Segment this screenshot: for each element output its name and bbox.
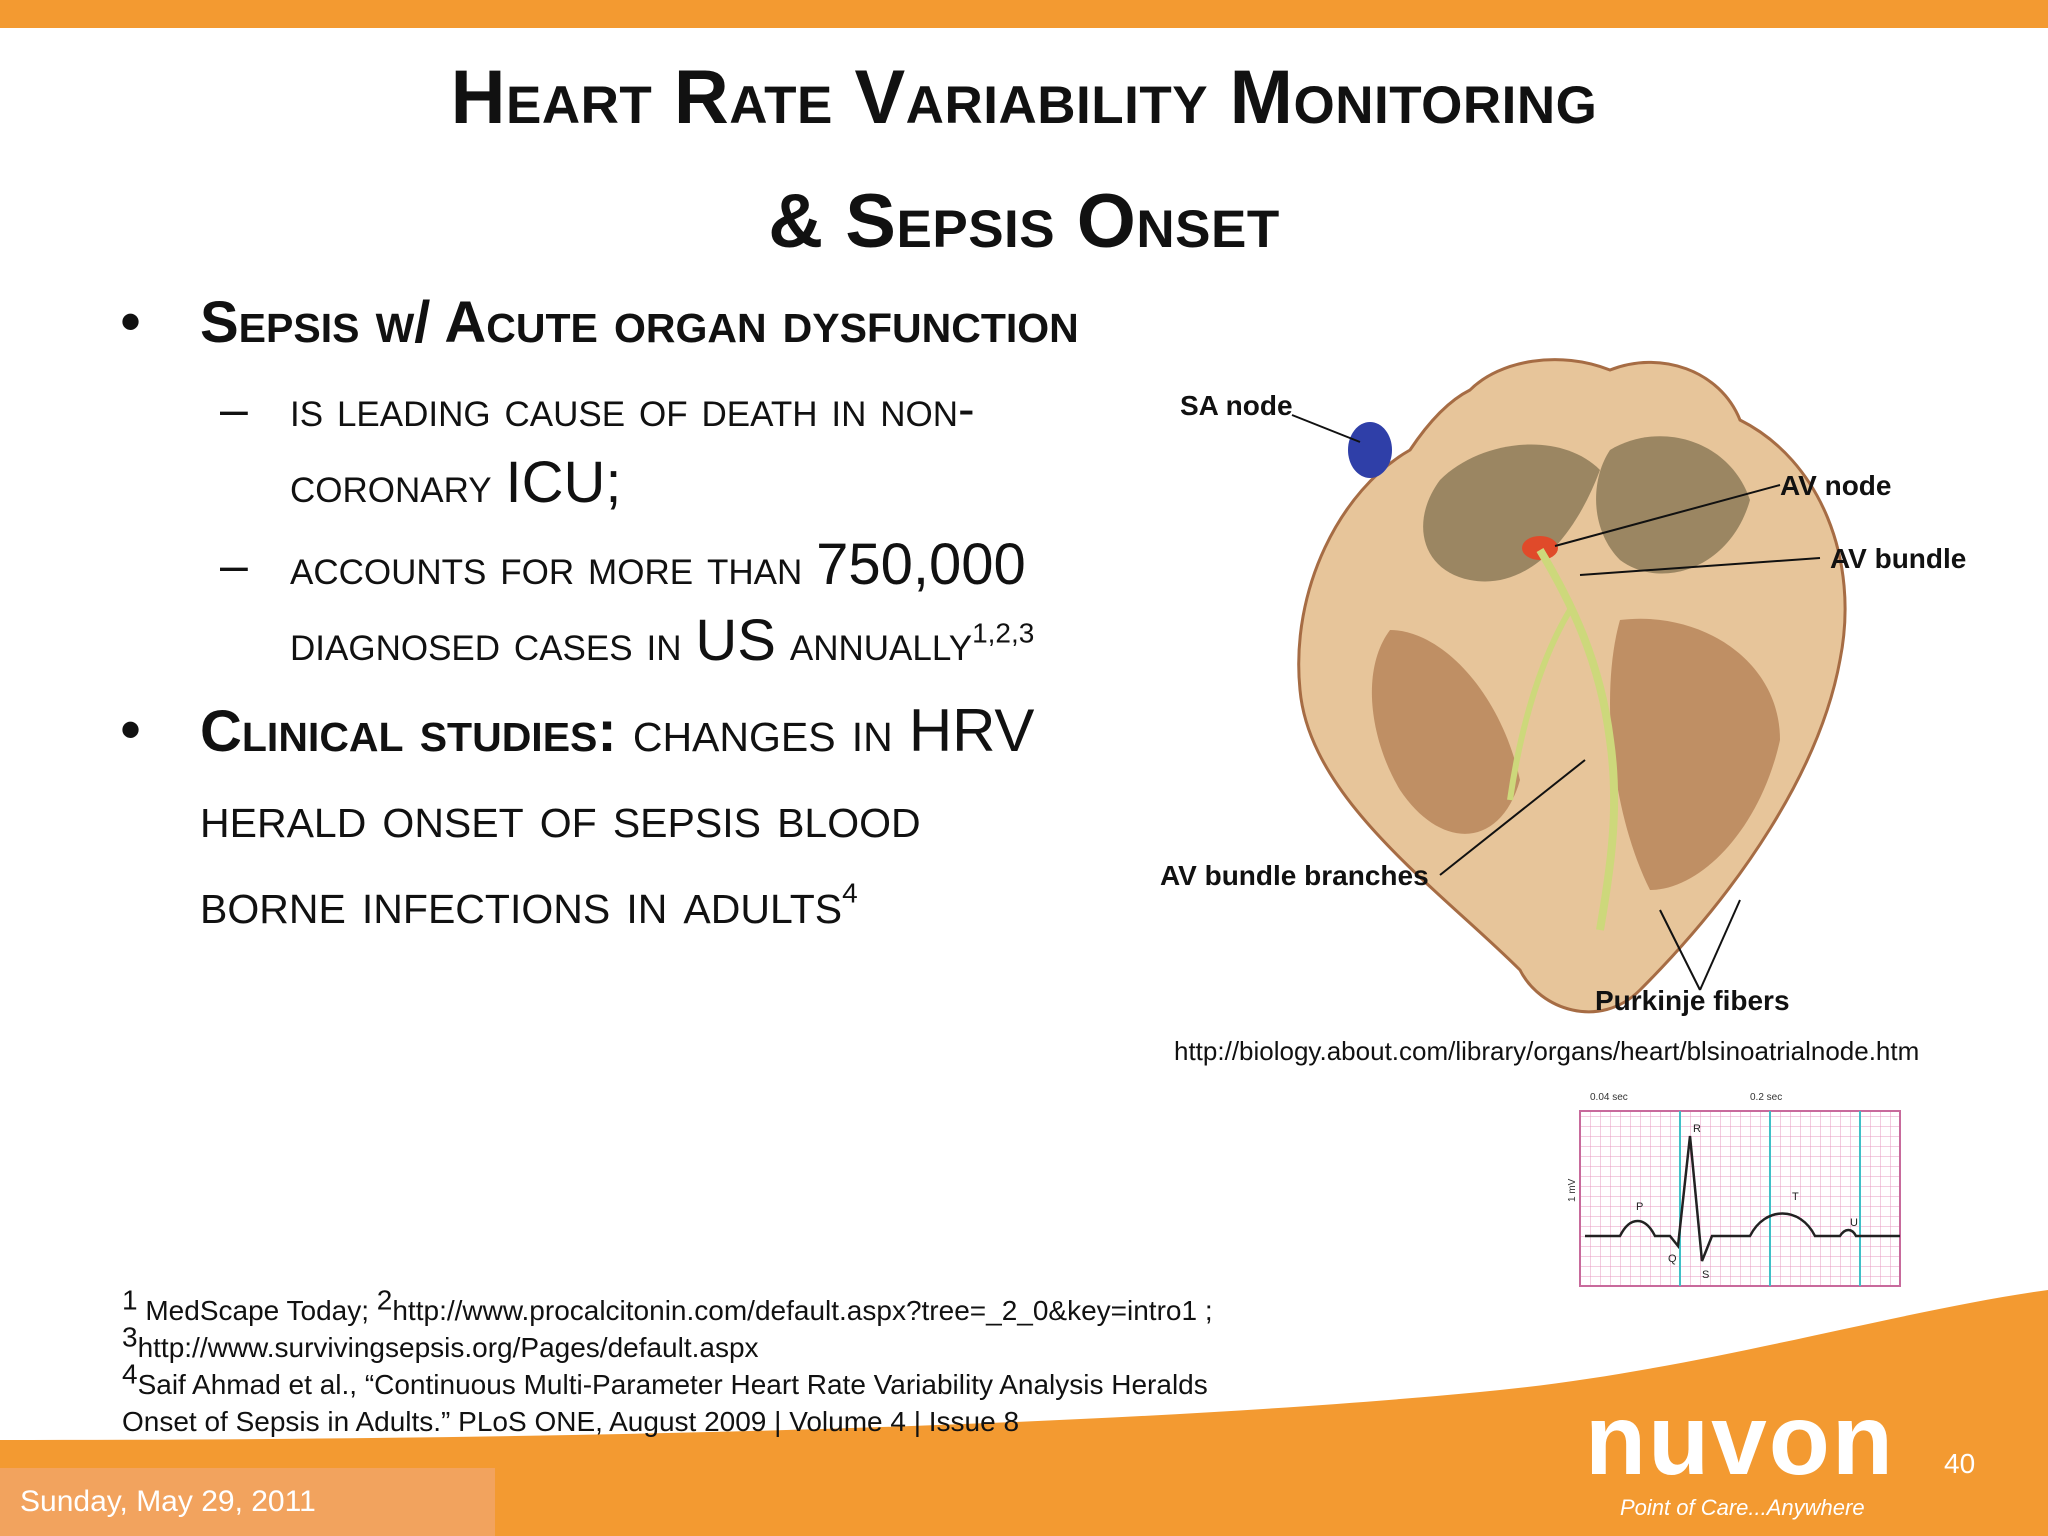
label-av-node: AV node	[1780, 470, 1892, 501]
bullet-sepsis	[120, 280, 1080, 366]
ecg-label-p: P	[1636, 1201, 1644, 1213]
ecg-side-label: 1 mV	[1567, 1178, 1578, 1202]
bullet-clinical-hrv: HRV	[908, 697, 1035, 764]
sub-bullet-dash: –	[220, 537, 248, 593]
bullet-clinical-text-2: herald onset of sepsis blood borne infections in adults	[200, 785, 921, 936]
footnote-2-link[interactable]: http://www.procalcitonin.com/default.aspx?tree=_2_0&key=intro1 ;	[392, 1295, 1213, 1326]
label-sa-node: SA node	[1180, 390, 1293, 421]
ecg-label-q: Q	[1668, 1253, 1677, 1265]
ecg-top-right-label: 0.2 sec	[1750, 1092, 1783, 1103]
sub-bullet-cases-mid: diagnosed cases in	[290, 615, 682, 671]
sa-leader	[1292, 415, 1360, 442]
footnote-1-text: MedScape Today;	[137, 1295, 377, 1326]
ecg-label-r: R	[1693, 1123, 1701, 1135]
footnote-2-marker: 2	[376, 1284, 393, 1316]
bullet-clinical-heading: Clinical studies:	[200, 699, 617, 764]
sub-bullet-cases-end: annually	[789, 615, 973, 671]
sub-bullet-cases-us: US	[695, 608, 776, 673]
footnote-line-3	[122, 1358, 1322, 1403]
label-purkinje-fibers: Purkinje fibers	[1595, 985, 1790, 1016]
sub-bullet-cases	[120, 528, 1080, 680]
page-number: 40	[1944, 1448, 1976, 1479]
footnotes	[122, 1284, 1322, 1440]
slide-date: Sunday, May 29, 2011	[0, 1468, 495, 1536]
title-line-2: & Sepsis Onset	[768, 179, 1280, 264]
sa-node-marker	[1348, 422, 1392, 478]
sub-bullet-cases-ref: 1,2,3	[972, 617, 1035, 649]
sub-bullet-cases-pre: accounts for more than	[290, 539, 803, 595]
bullet-list	[120, 280, 1080, 947]
ecg-label-t: T	[1792, 1191, 1799, 1203]
sub-bullet-death	[120, 372, 1080, 522]
sub-bullet-death-icu: ICU;	[505, 450, 622, 515]
ecg-label-s: S	[1702, 1269, 1710, 1281]
footnote-1-marker: 1	[122, 1284, 138, 1316]
nuvon-logo	[1570, 1385, 1930, 1535]
footnote-line-2	[122, 1321, 1322, 1366]
bullet-sepsis-heading: Sepsis w/ Acute organ dysfunction	[200, 290, 1079, 355]
ecg-waveform	[1560, 1086, 1910, 1296]
ecg-grid	[1580, 1111, 1900, 1286]
footnote-line-4: Onset of Sepsis in Adults.” PLoS ONE, August 2009 | Volume 4 | Issue 8	[122, 1406, 1020, 1437]
sub-bullet-death-text: is leading cause of death in non-coronary	[290, 381, 975, 513]
label-av-bundle: AV bundle	[1830, 543, 1967, 574]
title-line-1: Heart Rate Variability Monitoring	[450, 55, 1598, 140]
ecg-label-u: U	[1850, 1217, 1858, 1229]
footnote-4-text: Saif Ahmad et al., “Continuous Multi-Parameter Heart Rate Variability Analysis Heralds	[137, 1369, 1208, 1400]
bullet-clinical-ref: 4	[842, 877, 858, 909]
heart-conduction-illustration	[1140, 330, 1980, 1020]
top-accent-bar	[0, 0, 2048, 28]
bullet-clinical-text-1: changes in	[632, 699, 893, 764]
bullet-dot: •	[120, 288, 142, 355]
footnote-3-marker: 3	[122, 1321, 138, 1353]
logo-wordmark: nuvon	[1585, 1384, 1895, 1496]
logo-tagline: Point of Care...Anywhere	[1620, 1495, 1865, 1520]
footnote-3-link[interactable]: http://www.survivingsepsis.org/Pages/default.aspx	[137, 1332, 759, 1363]
slide-title	[0, 36, 2048, 284]
ecg-top-left-label: 0.04 sec	[1590, 1092, 1628, 1103]
footnote-line-1	[122, 1284, 1322, 1329]
sub-bullet-cases-number: 750,000	[816, 532, 1026, 597]
image-source-url: http://biology.about.com/library/organs/heart/blsinoatrialnode.htm	[1174, 1036, 1920, 1066]
footnote-4-marker: 4	[122, 1358, 138, 1390]
bullet-dot: •	[120, 696, 142, 763]
sub-bullet-dash: –	[220, 381, 248, 437]
label-bundle-branches: AV bundle branches	[1160, 860, 1429, 891]
bullet-clinical	[120, 688, 1080, 947]
